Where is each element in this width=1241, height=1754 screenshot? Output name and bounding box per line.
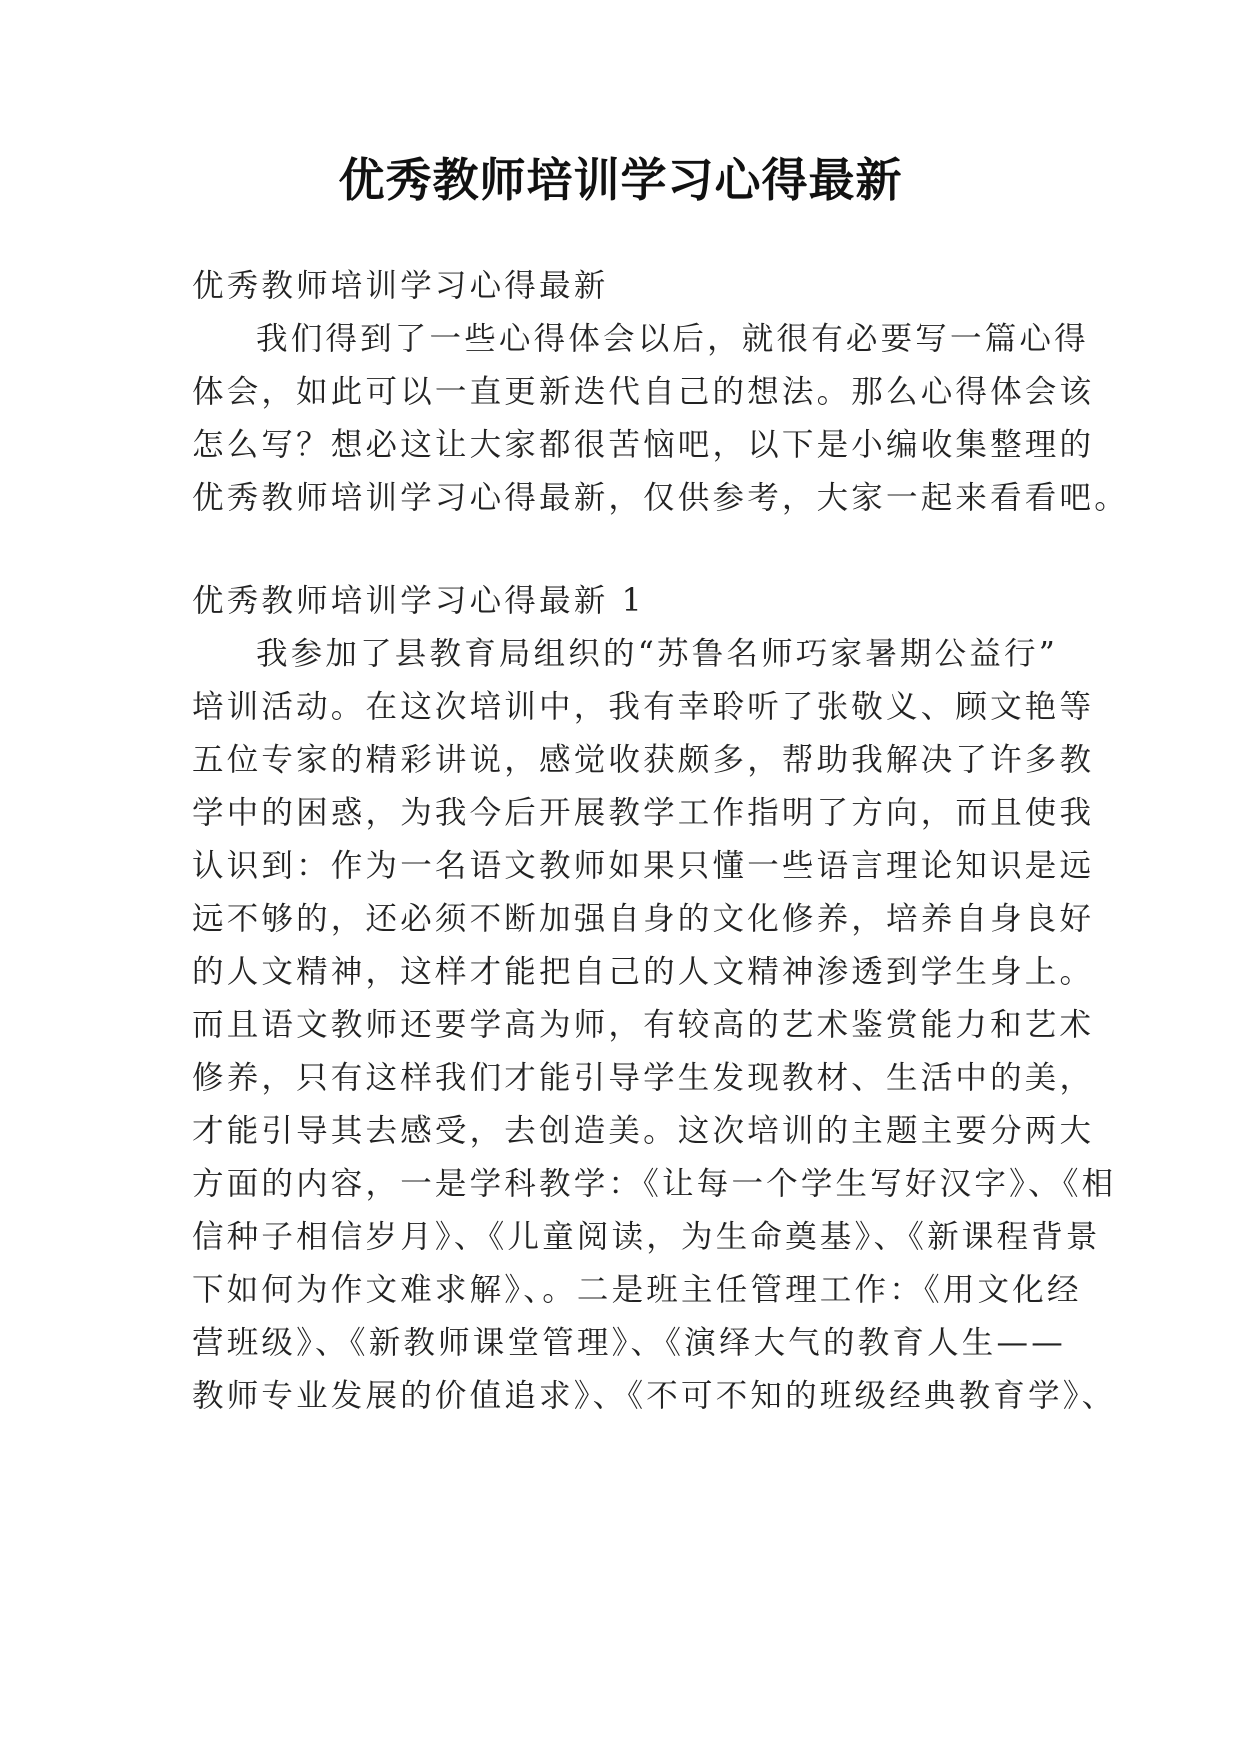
section1-line-10: 才能引导其去感受，去创造美。这次培训的主题主要分两大: [192, 1113, 1095, 1149]
section1-heading: 优秀教师培训学习心得最新 1: [192, 583, 645, 619]
section1-line-14: 营班级》、《新教师课堂管理》、《演绎大气的教育人生——: [192, 1325, 1066, 1361]
section1-line-12: 信种子相信岁月》、《儿童阅读，为生命奠基》、《新课程背景: [192, 1219, 1101, 1255]
section1-line-5: 认识到：作为一名语文教师如果只懂一些语言理论知识是远: [192, 848, 1095, 884]
section1-line-4: 学中的困惑，为我今后开展教学工作指明了方向，而且使我: [192, 795, 1095, 831]
section1-line-1: 我参加了县教育局组织的“苏鲁名师巧家暑期公益行”: [256, 636, 1059, 672]
section1-line-13: 下如何为作文难求解》、。二是班主任管理工作：《用文化经: [192, 1272, 1082, 1308]
section1-line-11: 方面的内容，一是学科教学：《让每一个学生写好汉字》、《相: [192, 1166, 1117, 1202]
section1-line-7: 的人文精神，这样才能把自己的人文精神渗透到学生身上。: [192, 954, 1095, 990]
intro-line-3: 怎么写？想必这让大家都很苦恼吧，以下是小编收集整理的: [192, 427, 1095, 463]
section1-line-3: 五位专家的精彩讲说，感觉收获颇多，帮助我解决了许多教: [192, 742, 1095, 778]
section1-line-2: 培训活动。在这次培训中，我有幸聆听了张敬义、顾文艳等: [192, 689, 1095, 725]
section1-line-6: 远不够的，还必须不断加强自身的文化修养，培养自身良好: [192, 901, 1095, 937]
document-title: 优秀教师培训学习心得最新: [338, 153, 903, 207]
intro-line-4: 优秀教师培训学习心得最新，仅供参考，大家一起来看看吧。: [192, 480, 1129, 516]
section1-line-15: 教师专业发展的价值追求》、《不可不知的班级经典教育学》、: [192, 1378, 1117, 1414]
section1-line-8: 而且语文教师还要学高为师，有较高的艺术鉴赏能力和艺术: [192, 1007, 1095, 1043]
intro-line-1: 我们得到了一些心得体会以后，就很有必要写一篇心得: [256, 321, 1089, 357]
section1-line-9: 修养，只有这样我们才能引导学生发现教材、生活中的美，: [192, 1060, 1095, 1096]
intro-line-2: 体会，如此可以一直更新迭代自己的想法。那么心得体会该: [192, 374, 1095, 410]
intro-heading: 优秀教师培训学习心得最新: [192, 268, 609, 304]
